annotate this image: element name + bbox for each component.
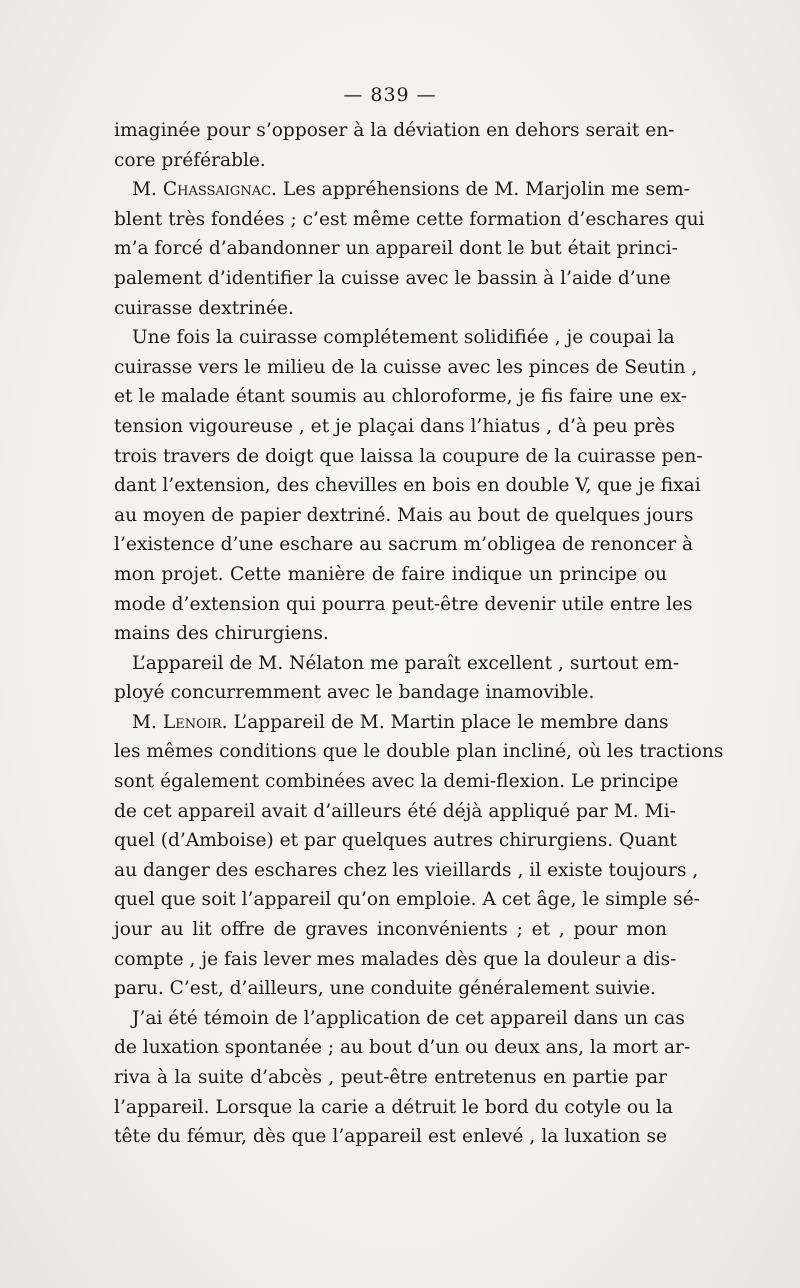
line-prefix: M. (132, 711, 163, 733)
text-line: et le malade étant soumis au chloroforme, je fis faire une ex- (114, 386, 688, 408)
text-line: blent très fondées ; c’est même cette formation d’eschares qui (114, 208, 705, 230)
text-line: Une fois la cuirasse complétement solidifiée , je coupai la (132, 327, 675, 349)
text-line: ployé concurremment avec le bandage inamovible. (114, 682, 595, 704)
line-remainder: . L’appareil de M. Martin place le membre dans (221, 711, 669, 733)
body-text (114, 116, 724, 1152)
text-line: riva à la suite d’abcès , peut-être entretenus en partie par (114, 1067, 667, 1088)
text-line: jour au lit offre de graves inconvénients ; et , pour mon (114, 919, 667, 941)
text-line: J’ai été témoin de l’application de cet appareil dans un cas (132, 1007, 685, 1029)
text-line: de cet appareil avait d’ailleurs été déjà appliqué par M. Mi- (114, 800, 676, 822)
speaker-name: Chassaignac (162, 179, 272, 201)
speaker-name: Lenoir (162, 711, 222, 733)
text-line: core préférable. (114, 149, 266, 171)
text-line: de luxation spontanée ; au bout d’un ou deux ans, la mort ar- (114, 1037, 691, 1059)
text-line: l’existence d’une eschare au sacrum m’obligea de renoncer à (114, 534, 694, 556)
text-line: mode d’extension qui pourra peut-être devenir utile entre les (114, 593, 693, 615)
text-line (114, 175, 690, 205)
text-line: paru. C’est, d’ailleurs, une conduite généralement suivie. (114, 978, 656, 1000)
text-line: l’appareil. Lorsque la carie a détruit le bord du cotyle ou la (114, 1096, 673, 1118)
line-prefix: M. (132, 179, 163, 201)
text-line: sont également combinées avec la demi-flexion. Le principe (114, 771, 679, 793)
text-line: cuirasse dextrinée. (114, 297, 294, 319)
text-line: L’appareil de M. Nélaton me paraît excellent , surtout em- (132, 652, 680, 674)
text-line: quel (d’Amboise) et par quelques autres chirurgiens. Quant (114, 830, 677, 852)
text-line: palement d’identifier la cuisse avec le bassin à l’aide d’une (114, 267, 671, 289)
text-line: tension vigoureuse , et je plaçai dans l’hiatus , d’à peu près (114, 415, 675, 437)
line-remainder: . Les appréhensions de M. Marjolin me sem- (271, 179, 690, 201)
text-line: au danger des eschares chez les vieillards , il existe toujours , (114, 859, 699, 881)
text-line: cuirasse vers le milieu de la cuisse avec les pinces de Seutin , (114, 356, 698, 378)
text-line: mains des chirurgiens. (114, 623, 329, 645)
text-line: mon projet. Cette manière de faire indique un principe ou (114, 563, 667, 585)
page-number: — 839 — (343, 84, 437, 106)
text-line: quel que soit l’appareil qu’on emploie. A cet âge, le simple sé- (114, 889, 700, 911)
text-line: m’a forcé d’abandonner un appareil dont le but était princi- (114, 238, 678, 260)
text-line: imaginée pour s’opposer à la déviation en dehors serait en- (114, 120, 675, 141)
text-line: les mêmes conditions que le double plan incliné, où les tractions (114, 741, 724, 763)
text-line: trois travers de doigt que laissa la coupure de la cuirasse pen- (114, 445, 703, 467)
text-line: compte , je fais lever mes malades dès que la douleur a dis- (114, 948, 677, 970)
text-line: dant l’extension, des chevilles en bois en double V, que je fixai (114, 475, 701, 497)
text-line (114, 708, 667, 738)
text-line: au moyen de papier dextriné. Mais au bout de quelques jours (114, 504, 694, 526)
text-line: tête du fémur, dès que l’appareil est enlevé , la luxation se (114, 1126, 667, 1148)
